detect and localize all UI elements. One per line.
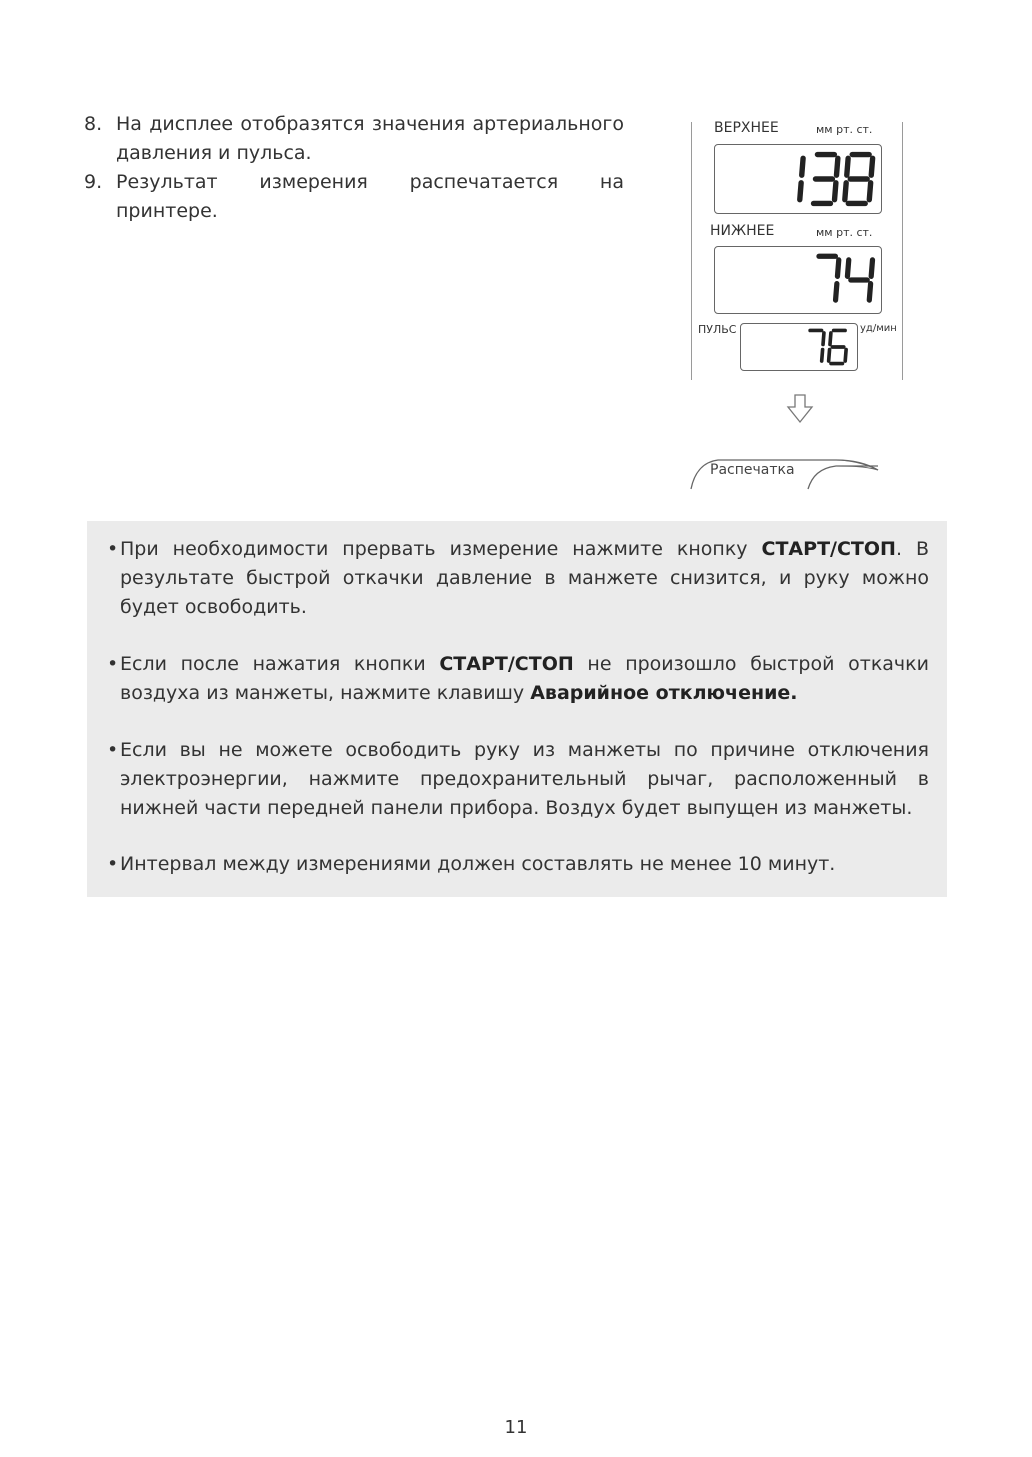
- note-3: • Если вы не можете освободить руку из манжеты по причине отключения электроэнергии, нажмите предохранительный рычаг, расположенный в нижней части передней панели прибора. Воздух будет выпущен из манжеты.: [107, 736, 929, 823]
- upper-pressure-unit: мм рт. ст.: [816, 123, 873, 136]
- lower-pressure-digits: [715, 247, 881, 313]
- lcd-digit: [814, 155, 838, 204]
- printout-label: Распечатка: [710, 462, 795, 478]
- pulse-lcd: [740, 323, 858, 371]
- lower-pressure-lcd: [714, 246, 882, 314]
- lcd-digit: [845, 155, 873, 204]
- page-number: 11: [504, 1417, 528, 1438]
- upper-pressure-digits: [715, 145, 881, 213]
- lcd-digit: [829, 330, 846, 363]
- upper-pressure-label: ВЕРХНЕЕ: [714, 120, 779, 136]
- pulse-label: ПУЛЬС: [698, 323, 737, 336]
- upper-pressure-lcd: [714, 144, 882, 214]
- lower-pressure-label: НИЖНЕЕ: [710, 223, 775, 239]
- step-9: [84, 168, 624, 226]
- note-4: • Интервал между измерениями должен составлять не менее 10 минут.: [107, 850, 929, 879]
- bullet: •: [107, 538, 119, 560]
- notes-box: [87, 521, 947, 897]
- pulse-digits: [741, 324, 857, 370]
- lower-pressure-unit: мм рт. ст.: [816, 226, 873, 239]
- steps-list: [84, 110, 624, 226]
- note-1: • При необходимости прервать измерение нажмите кнопку СТАРТ/СТОП. В результате быстрой откачки давление в манжете снизится, и руку можно будет освободить.: [107, 535, 929, 622]
- step-text: Результат измерения распечатается на принтере.: [116, 171, 624, 222]
- pulse-unit: уд/мин: [860, 323, 897, 334]
- lcd-digit: [810, 330, 824, 361]
- device-display-illustration: [688, 118, 904, 498]
- emergency-off-keyword: Аварийное отключение.: [530, 682, 798, 704]
- step-8: [84, 110, 624, 168]
- lcd-digit: [819, 256, 839, 300]
- start-stop-keyword: СТАРТ/СТОП: [761, 538, 896, 560]
- bullet: •: [107, 653, 119, 675]
- lcd-digit: [800, 158, 803, 199]
- note-2: • Если после нажатия кнопки СТАРТ/СТОП не произошло быстрой откачки воздуха из манжеты, нажмите клавишу Аварийное отключение.: [107, 650, 929, 708]
- bullet: •: [107, 739, 119, 761]
- step-number: 9.: [84, 171, 103, 193]
- start-stop-keyword: СТАРТ/СТОП: [439, 653, 574, 675]
- arrow-down-icon: [786, 394, 814, 424]
- step-text: На дисплее отобразятся значения артериального давления и пульса.: [116, 113, 624, 164]
- bullet: •: [107, 853, 119, 875]
- step-number: 8.: [84, 113, 103, 135]
- lcd-digit: [847, 260, 872, 300]
